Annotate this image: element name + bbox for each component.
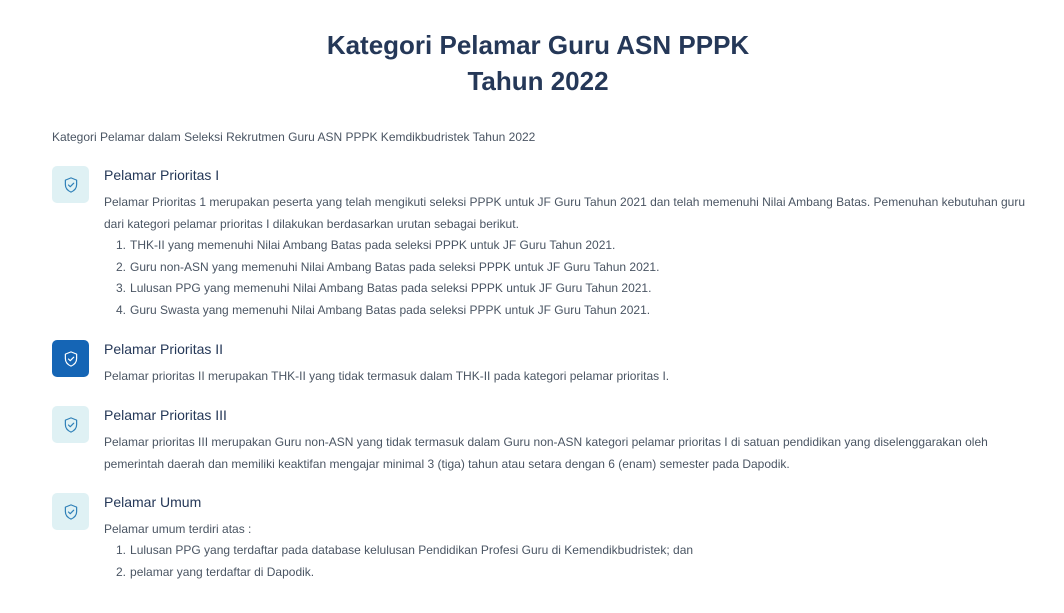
category-list: [104, 235, 1032, 321]
category-list: [104, 540, 1032, 583]
list-item-text: Lulusan PPG yang memenuhi Nilai Ambang Batas pada seleksi PPPK untuk JF Guru Tahun 2021.: [130, 281, 652, 295]
category-title: Pelamar Umum: [104, 494, 202, 510]
list-item-number: 1.: [116, 543, 127, 557]
category-icon-box: [52, 166, 89, 203]
list-item-text: pelamar yang terdaftar di Dapodik.: [130, 564, 315, 579]
category-body: [104, 493, 1032, 583]
page-title-line-2: Tahun 2022: [467, 66, 609, 96]
page-title: [0, 27, 1064, 99]
shield-check-icon: [62, 350, 80, 368]
list-item-text: Lulusan PPG yang terdaftar pada database kelulusan Pendidikan Profesi Guru di Kemendikbudristek; dan: [130, 543, 694, 557]
category-title: Pelamar Prioritas I: [104, 167, 220, 183]
list-item-number: 1.: [116, 238, 127, 252]
list-item-number: 2.: [116, 259, 127, 274]
category-description: Pelamar prioritas II merupakan THK-II yang tidak termasuk dalam THK-II pada kategori pelamar prioritas I.: [104, 369, 670, 383]
list-item: [104, 278, 1032, 300]
intro-text: Kategori Pelamar dalam Seleksi Rekrutmen Guru ASN PPPK Kemdikbudristek Tahun 2022: [52, 130, 536, 144]
category-icon-box: [52, 493, 89, 530]
category-icon-box: [52, 406, 89, 443]
category-title: Pelamar Prioritas II: [104, 341, 224, 357]
category-body: [104, 340, 1032, 387]
list-item: [104, 257, 1032, 279]
category-title: Pelamar Prioritas III: [104, 407, 227, 423]
list-item: [104, 540, 1032, 562]
category-description: Pelamar prioritas III merupakan Guru non-ASN yang tidak termasuk dalam Guru non-ASN kategori pelamar prioritas I di satuan pendidikan yang diselenggarakan oleh pemerintah daerah dan memiliki keaktifan mengajar minimal 3 (tiga) tahun atau setara dengan 6 (enam) semester pada Dapodik.: [104, 435, 988, 471]
category-description: Pelamar Prioritas 1 merupakan peserta yang telah mengikuti seleksi PPPK untuk JF Guru Tahun 2021 dan telah memenuhi Nilai Ambang Batas. Pemenuhan kebutuhan guru dari kategori pelamar prioritas I dilakukan berdasarkan urutan sebagai berikut.: [104, 195, 1025, 231]
list-item-text: Guru Swasta yang memenuhi Nilai Ambang Batas pada seleksi PPPK untuk JF Guru Tahun 2021.: [130, 302, 651, 317]
shield-check-icon: [62, 503, 80, 521]
list-item: [104, 562, 1032, 584]
page-title-line-1: Kategori Pelamar Guru ASN PPPK: [326, 30, 750, 60]
list-item: [104, 235, 1032, 257]
category-description: Pelamar umum terdiri atas :: [104, 522, 252, 536]
list-item-number: 2.: [116, 564, 127, 579]
list-item-number: 4.: [116, 302, 127, 317]
list-item-text: Guru non-ASN yang memenuhi Nilai Ambang Batas pada seleksi PPPK untuk JF Guru Tahun 2021.: [130, 259, 660, 274]
category-icon-box-active: [52, 340, 89, 377]
list-item-number: 3.: [116, 281, 127, 295]
category-body: [104, 406, 1032, 475]
shield-check-icon: [62, 416, 80, 434]
category-body: [104, 166, 1032, 321]
list-item-text: THK-II yang memenuhi Nilai Ambang Batas pada seleksi PPPK untuk JF Guru Tahun 2021.: [130, 238, 616, 252]
list-item: [104, 300, 1032, 322]
shield-check-icon: [62, 176, 80, 194]
